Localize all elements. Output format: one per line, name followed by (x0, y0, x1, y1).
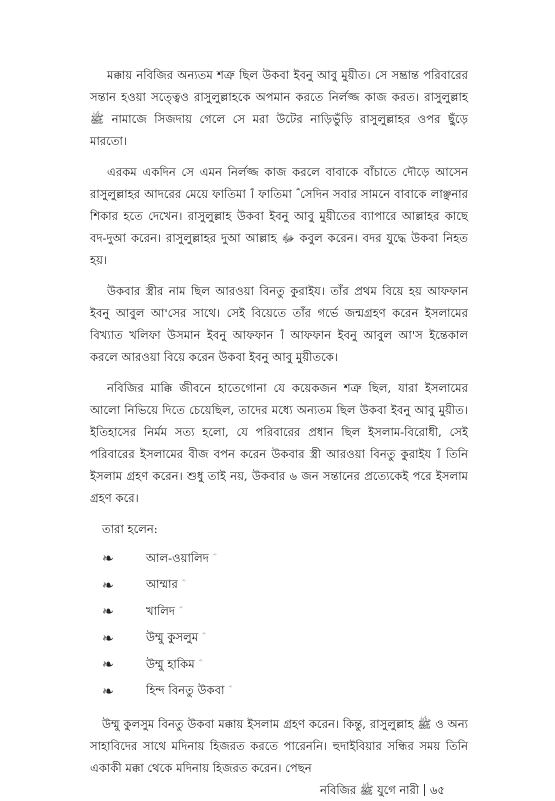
list-item (90, 599, 468, 626)
list-item (90, 679, 468, 706)
footer-divider (424, 784, 425, 796)
page-body (90, 64, 468, 788)
fleuron-bullet-icon: ❧ (102, 551, 114, 568)
book-title: নবিজির ﷺ যুগে নারী (320, 783, 419, 797)
fleuron-bullet-icon: ❧ (102, 630, 114, 647)
paragraph-4: নবিজির মাক্কি জীবনে হাতেগোনা যে কয়েকজন শত্রু ছিল, যারা ইসলামের আলো নিভিয়ে দিতে চেয়েছিল, তাদের মধ্যে অন্যতম ছিল উকবা ইবনু আবু মুয়ীত। ইতিহাসের নির্মম সত্য হলো, যে পরিবারের প্রধান ছিল ইসলাম-বিরোধী, সেই পরিবারের ইসলামের বীজ বপন করেন উকবার স্ত্রী আরওয়া বিনতু কুরাইয ؓ। তিনি ইসলাম গ্রহণ করেন। শুধু তাই নয়, উকবার ৬ জন সন্তানের প্রত্যেকেই পরে ইসলাম গ্রহণ করে। (90, 381, 468, 505)
closing-paragraph: উম্মু কুলসুম বিনতু উকবা মক্কায় ইসলাম গ্রহণ করেন। কিন্তু, রাসুলুল্লাহ ﷺ ও অন্য সাহাবিদের সাথে মদিনায় হিজরত করতে পারেননি। হুদাইবিয়ার সন্ধির সময় তিনি একাকী মক্কা থেকে মদিনায় হিজরত করেন। পেছন (90, 717, 468, 775)
children-list (90, 546, 468, 705)
child-name: খালিদ (146, 603, 176, 618)
running-footer (320, 782, 445, 801)
page-number: ৬৫ (429, 783, 445, 797)
child-name: হিন্দ বিনতু উকবা (146, 683, 225, 698)
paragraph-3: উকবার স্ত্রীর নাম ছিল আরওয়া বিনতু কুরাইয। তাঁর প্রথম বিয়ে হয় আফফান ইবনু আবুল আ'সের সাথে। সেই বিয়েতে তাঁর গর্ভে জন্মগ্রহণ করেন ইসলামের বিখ্যাত খলিফা উসমান ইবনু আফফান ؓ। আফফান ইবনু আবুল আ'স ইন্তেকাল করলে আরওয়া বিয়ে করেন উকবা ইবনু আবু মুয়ীতকে। (90, 284, 468, 364)
list-item (90, 652, 468, 679)
child-name: উম্মু কুসলুম (146, 630, 199, 645)
fleuron-bullet-icon: ❧ (102, 657, 114, 674)
fleuron-bullet-icon: ❧ (102, 577, 114, 594)
fleuron-bullet-icon: ❧ (102, 683, 114, 700)
child-name: আম্মার (146, 577, 178, 592)
child-name: উম্মু হাকিম (146, 656, 195, 671)
paragraph-1: মক্কায় নবিজির অন্যতম শত্রু ছিল উকবা ইবনু আবু মুয়ীত। সে সম্ভ্রান্ত পরিবারের সন্তান হওয়া সত্ত্বেও রাসুলুল্লাহকে অপমান করতে নির্লজ্জ কাজ করত। রাসুলুল্লাহ ﷺ নামাজে সিজদায় গেলে সে মরা উটের নাড়িভুঁড়ি রাসুলুল্লাহর ওপর ছুঁড়ে মারতো। (90, 68, 468, 148)
child-name: আল-ওয়ালিদ (146, 550, 209, 565)
fleuron-bullet-icon: ❧ (102, 604, 114, 621)
list-item (90, 626, 468, 653)
list-item (90, 573, 468, 600)
list-item (90, 546, 468, 573)
paragraph-2: এরকম একদিন সে এমন নির্লজ্জ কাজ করলে বাবাকে বাঁচাতে দৌড়ে আসেন রাসুলুল্লাহর আদরের মেয়ে ফাতিমা ؓ। ফাতিমা ؓ সেদিন সবার সামনে বাবাকে লাঞ্ছনার শিকার হতে দেখেন। রাসুলুল্লাহ উকবা ইবনু আবু মুয়ীতের ব্যাপারে আল্লাহর কাছে বদ-দুআ করেন। রাসুলুল্লাহর দুআ আল্লাহ ﷻ কবুল করেন। বদর যুদ্ধে উকবা নিহত হয়। (90, 165, 468, 267)
list-intro: তারা হলেন: (102, 522, 158, 536)
